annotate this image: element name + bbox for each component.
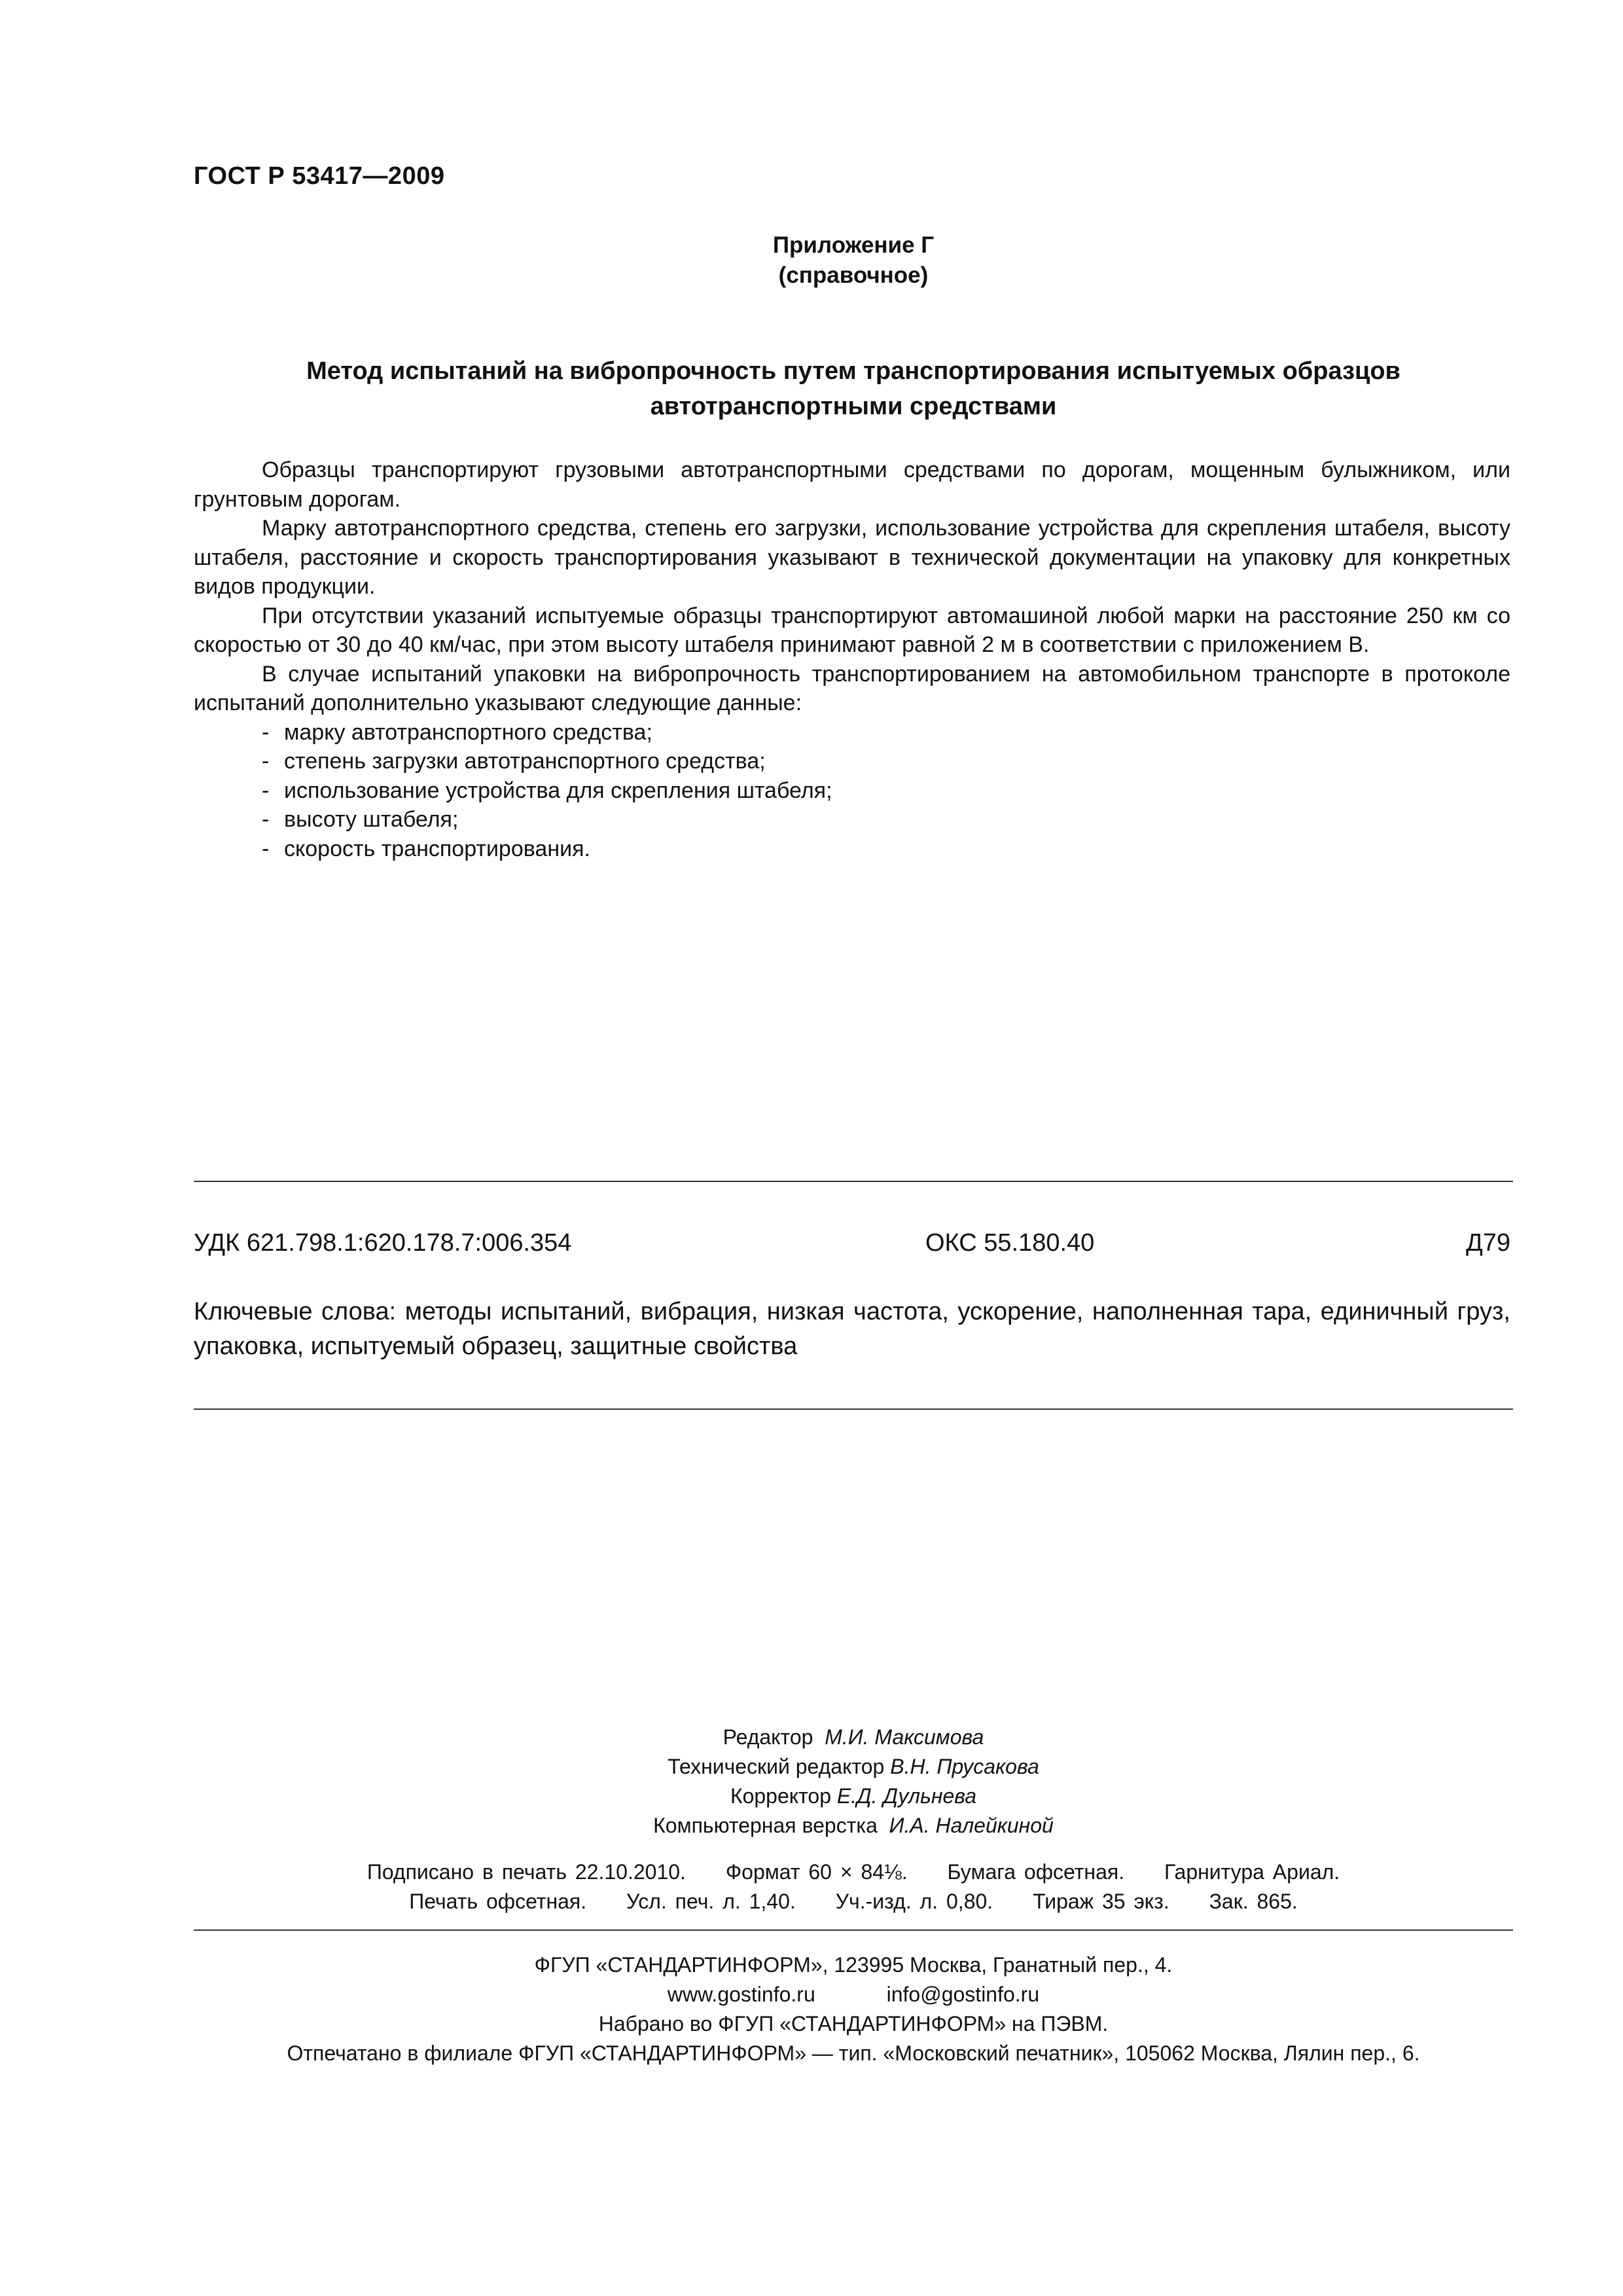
publisher-info — [194, 1950, 1513, 2068]
credit-name: В.Н. Прусакова — [890, 1755, 1039, 1778]
print-typeface: Гарнитура Ариал. — [1164, 1860, 1340, 1884]
annex-type: (справочное) — [778, 262, 929, 288]
data-list — [194, 718, 1510, 864]
print-paper: Бумага офсетная. — [947, 1860, 1125, 1884]
annex-heading — [194, 230, 1513, 291]
publisher-printed: Отпечатано в филиале ФГУП «СТАНДАРТИНФОРМ» — тип. «Московский печатник», 105062 Москва, Лялин пер., 6. — [287, 2041, 1420, 2065]
credit-line — [194, 1782, 1513, 1811]
print-order: Зак. 865. — [1209, 1890, 1298, 1913]
group-code: Д79 — [1465, 1229, 1510, 1257]
list-dash: - — [262, 836, 270, 861]
list-item-text: марку автотранспортного средства; — [284, 719, 652, 745]
credit-line — [194, 1723, 1513, 1752]
paragraph: Образцы транспортируют грузовыми автотранспортными средствами по дорогам, мощенным булыжником, или грунтовым дорогам. — [194, 457, 1510, 512]
publisher-contacts — [194, 1980, 1513, 2009]
publisher-address: ФГУП «СТАНДАРТИНФОРМ», 123995 Москва, Гранатный пер., 4. — [534, 1953, 1173, 1977]
divider — [194, 1181, 1513, 1182]
annex-label: Приложение Г — [772, 232, 935, 258]
divider — [194, 1929, 1513, 1931]
list-dash: - — [262, 719, 270, 745]
print-type: Печать офсетная. — [409, 1890, 587, 1913]
list-item-text: степень загрузки автотранспортного средства; — [284, 749, 766, 774]
list-item — [194, 747, 1510, 776]
list-item — [194, 776, 1510, 806]
list-item — [194, 718, 1510, 747]
title-line-1: Метод испытаний на вибропрочность путем транспортирования испытуемых образцов — [306, 357, 1400, 385]
print-format: Формат 60 × 84⅛. — [725, 1860, 908, 1884]
credit-name: Е.Д. Дульнева — [836, 1784, 977, 1808]
divider — [194, 1408, 1513, 1410]
print-edition-sheets: Уч.-изд. л. 0,80. — [835, 1890, 993, 1913]
print-info — [194, 1857, 1513, 1916]
list-dash: - — [262, 807, 270, 832]
credit-name: М.И. Максимова — [825, 1725, 984, 1749]
udk-code: УДК 621.798.1:620.178.7:006.354 — [194, 1229, 572, 1257]
print-run: Тираж 35 экз. — [1033, 1890, 1169, 1913]
credit-line — [194, 1811, 1513, 1840]
list-item-text: скорость транспортирования. — [284, 836, 590, 861]
credit-name: И.А. Налейкиной — [889, 1814, 1054, 1837]
publisher-typeset: Набрано во ФГУП «СТАНДАРТИНФОРМ» на ПЭВМ. — [598, 2012, 1109, 2036]
section-title — [194, 353, 1513, 424]
credit-line — [194, 1752, 1513, 1782]
title-line-2: автотранспортными средствами — [650, 393, 1057, 420]
print-signed: Подписано в печать 22.10.2010. — [366, 1860, 686, 1884]
list-dash: - — [262, 778, 270, 803]
credit-role: Редактор — [722, 1725, 813, 1749]
print-line-2 — [194, 1887, 1513, 1916]
publisher-website[interactable]: www.gostinfo.ru — [667, 1982, 815, 2006]
body-text — [194, 456, 1510, 863]
document-code: ГОСТ Р 53417—2009 — [194, 162, 445, 190]
list-item-text: высоту штабеля; — [284, 807, 459, 832]
paragraph: Марку автотранспортного средства, степень его загрузки, использование устройства для скрепления штабеля, высоту штабеля, расстояние и скорость транспортирования указывают в технической документации на упаковку для конкретных видов продукции. — [194, 516, 1510, 599]
list-item-text: использование устройства для скрепления штабеля; — [284, 778, 832, 803]
oks-code: ОКС 55.180.40 — [925, 1229, 1095, 1257]
credit-role: Компьютерная верстка — [653, 1814, 878, 1837]
list-item — [194, 805, 1510, 834]
list-item — [194, 834, 1510, 864]
classification-codes — [194, 1229, 1510, 1262]
paragraph: При отсутствии указаний испытуемые образцы транспортируют автомашиной любой марки на расстояние 250 км со скоростью от 30 до 40 км/час, при этом высоту штабеля принимают равной 2 м в соответствии с приложением В. — [194, 603, 1510, 657]
credits — [194, 1723, 1513, 1840]
credit-role: Корректор — [730, 1784, 832, 1808]
paragraph: В случае испытаний упаковки на вибропрочность транспортированием на автомобильном транспорте в протоколе испытаний дополнительно указывают следующие данные: — [194, 661, 1510, 715]
credit-role: Технический редактор — [668, 1755, 885, 1778]
list-dash: - — [262, 749, 270, 774]
print-line-1 — [194, 1857, 1513, 1887]
publisher-email[interactable]: info@gostinfo.ru — [886, 1982, 1040, 2006]
keywords: Ключевые слова: методы испытаний, вибрация, низкая частота, ускорение, наполненная тара, единичный груз, упаковка, испытуемый образец, защитные свойства — [194, 1298, 1510, 1360]
print-sheets: Усл. печ. л. 1,40. — [626, 1890, 796, 1913]
